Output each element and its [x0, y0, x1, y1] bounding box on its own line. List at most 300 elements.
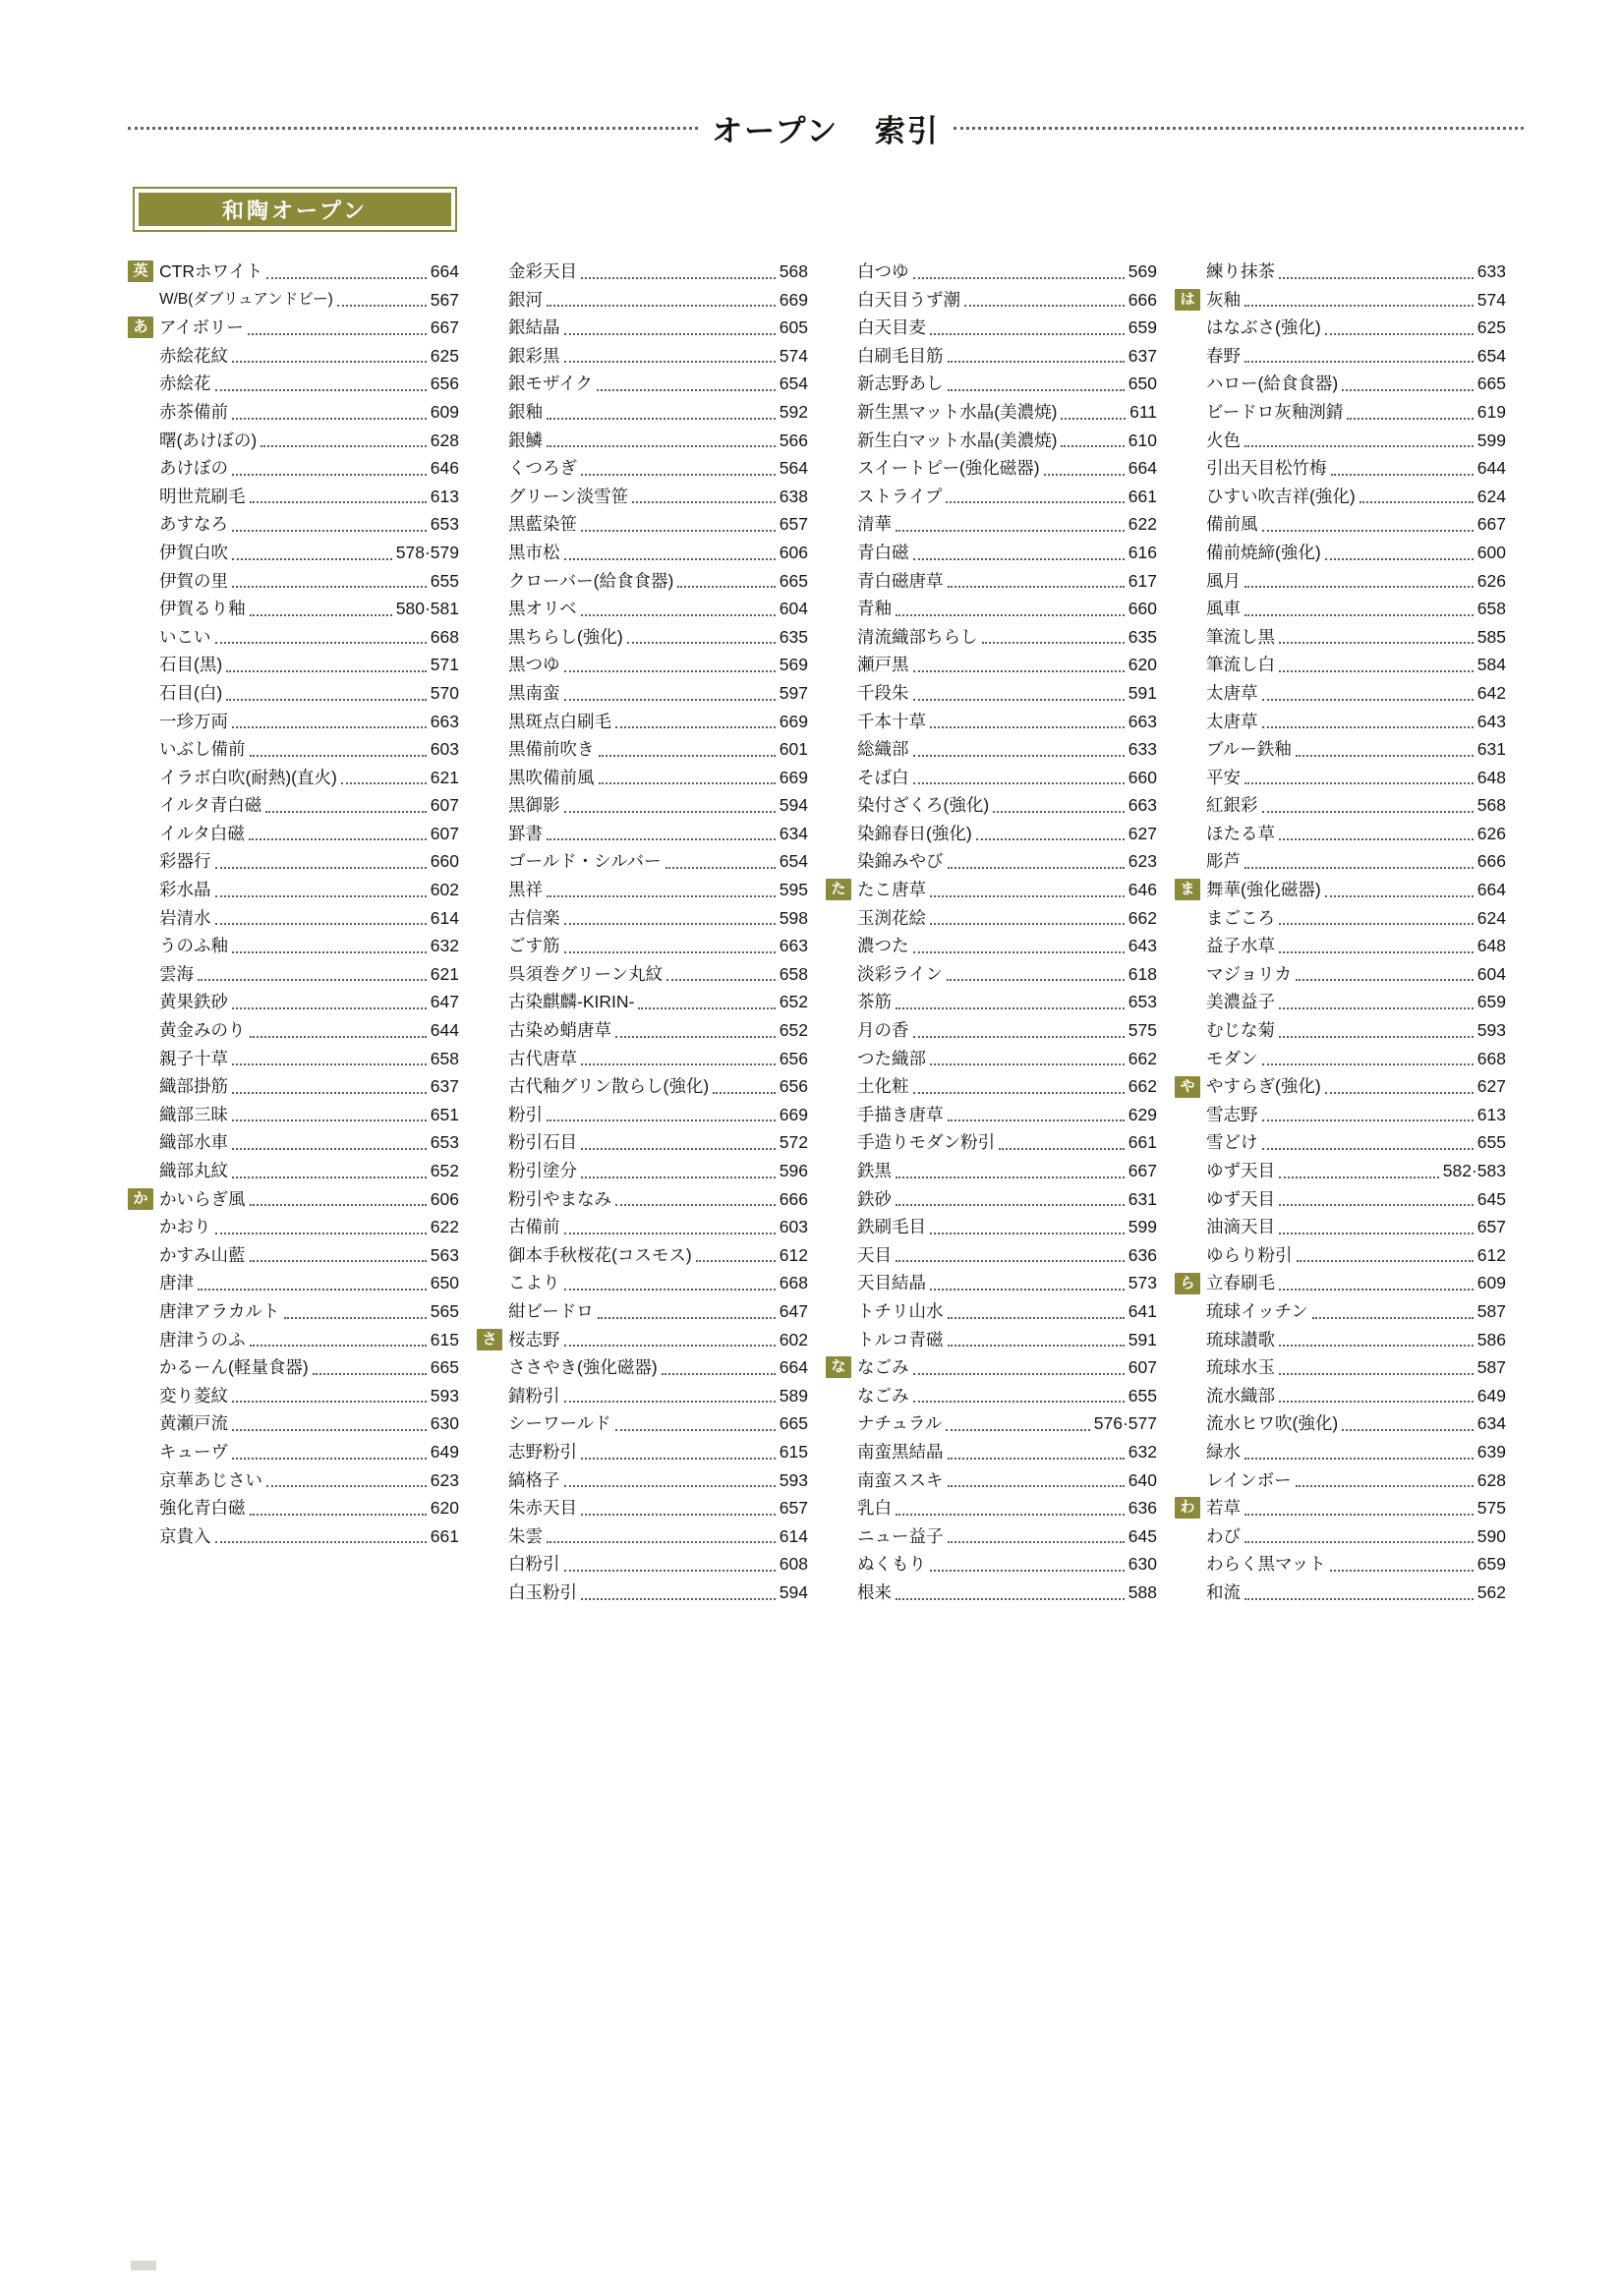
index-entry[interactable]: [477, 1157, 808, 1185]
index-entry[interactable]: [826, 1045, 1157, 1073]
index-entry[interactable]: [128, 1494, 459, 1522]
index-entry[interactable]: [128, 1241, 459, 1270]
index-entry[interactable]: [477, 960, 808, 989]
index-entry[interactable]: [1175, 1128, 1506, 1157]
index-entry[interactable]: [1175, 679, 1506, 708]
index-entry[interactable]: [477, 1466, 808, 1495]
index-entry-name: 筆流し黒: [1206, 626, 1275, 647]
index-entry[interactable]: [477, 398, 808, 427]
index-entry-name: 曙(あけぼの): [159, 430, 258, 450]
index-entry-page: 646: [1128, 880, 1157, 900]
index-entry-name: 変り菱紋: [159, 1385, 228, 1406]
index-entry-name: 唐津: [159, 1273, 194, 1293]
index-entry[interactable]: [826, 791, 1157, 820]
leader-dots: [250, 1345, 427, 1347]
index-entry[interactable]: [477, 595, 808, 623]
index-entry[interactable]: [826, 1438, 1157, 1466]
leader-dots: [564, 1485, 776, 1487]
index-entry[interactable]: [826, 1185, 1157, 1214]
index-entry[interactable]: [826, 567, 1157, 596]
index-entry[interactable]: [128, 847, 459, 876]
leader-dots: [964, 305, 1125, 307]
index-entry[interactable]: [1175, 651, 1506, 679]
kana-group-spacer: [826, 823, 851, 844]
kana-group-spacer: [826, 1413, 851, 1435]
index-entry[interactable]: [1175, 1297, 1506, 1326]
leader-dots: [249, 838, 427, 840]
index-entry-page: 665: [1476, 373, 1506, 394]
kana-group-spacer: [1175, 514, 1200, 536]
kana-group-spacer: [1175, 1048, 1200, 1069]
index-entry-page: 602: [430, 880, 459, 900]
leader-dots: [1342, 389, 1474, 391]
index-entry[interactable]: [128, 876, 459, 904]
index-entry[interactable]: [1175, 398, 1506, 427]
index-entry[interactable]: [477, 1494, 808, 1522]
index-entry[interactable]: [826, 1578, 1157, 1607]
leader-dots: [581, 1063, 776, 1065]
index-entry[interactable]: [1175, 876, 1506, 904]
index-entry-page: 663: [1128, 795, 1157, 816]
index-entry[interactable]: [128, 427, 459, 455]
index-entry[interactable]: [826, 960, 1157, 989]
index-entry-page: 662: [1128, 907, 1157, 928]
index-entry[interactable]: [826, 1269, 1157, 1297]
index-entry[interactable]: [826, 1213, 1157, 1241]
index-entry[interactable]: [128, 1522, 459, 1551]
kana-group-spacer: [1175, 345, 1200, 367]
index-entry[interactable]: [477, 1297, 808, 1326]
index-entry-name: 新志野あし: [857, 373, 944, 394]
index-entry[interactable]: [477, 1578, 808, 1607]
index-entry[interactable]: [128, 1157, 459, 1185]
leader-dots: [547, 418, 776, 420]
index-entry[interactable]: [128, 595, 459, 623]
index-entry-page: 571: [430, 655, 459, 675]
index-entry[interactable]: [1175, 764, 1506, 792]
index-entry[interactable]: [826, 1241, 1157, 1270]
index-entry[interactable]: [1175, 1382, 1506, 1410]
leader-dots: [1279, 951, 1474, 953]
leader-dots: [1279, 277, 1474, 279]
index-entry[interactable]: [1175, 539, 1506, 567]
index-entry[interactable]: [1175, 1269, 1506, 1297]
index-entry[interactable]: [477, 1438, 808, 1466]
kana-group-spacer: [128, 486, 153, 507]
kana-group-spacer: [1175, 626, 1200, 648]
index-entry-page: 625: [1476, 317, 1506, 338]
index-entry[interactable]: [477, 847, 808, 876]
index-entry[interactable]: [128, 1128, 459, 1157]
leader-dots: [260, 445, 427, 447]
index-entry[interactable]: [826, 1157, 1157, 1185]
index-entry[interactable]: [128, 988, 459, 1016]
index-entry[interactable]: [1175, 1438, 1506, 1466]
kana-group-spacer: [826, 1497, 851, 1519]
index-entry[interactable]: [477, 1016, 808, 1045]
index-entry[interactable]: [1175, 454, 1506, 483]
kana-group-spacer: [128, 1244, 153, 1266]
index-entry[interactable]: [826, 1409, 1157, 1438]
page-title-sub: 索引: [874, 113, 940, 148]
index-entry[interactable]: [826, 1128, 1157, 1157]
leader-dots: [581, 530, 776, 532]
index-entry-page: 594: [779, 795, 808, 816]
index-entry[interactable]: [477, 286, 808, 315]
index-entry[interactable]: [477, 342, 808, 371]
leader-dots: [232, 1119, 427, 1121]
kana-group-spacer: [128, 570, 153, 592]
index-entry[interactable]: [1175, 847, 1506, 876]
index-entry[interactable]: [477, 1213, 808, 1241]
index-entry[interactable]: [826, 370, 1157, 398]
index-entry[interactable]: [1175, 820, 1506, 848]
index-entry[interactable]: [1175, 1466, 1506, 1495]
index-entry-name: 彫芦: [1206, 851, 1241, 872]
index-entry-page: 667: [1476, 514, 1506, 535]
index-entry[interactable]: [477, 651, 808, 679]
index-entry[interactable]: [826, 1297, 1157, 1326]
index-entry[interactable]: [477, 539, 808, 567]
index-entry[interactable]: [826, 483, 1157, 511]
index-entry[interactable]: [826, 427, 1157, 455]
index-entry[interactable]: [128, 1213, 459, 1241]
index-entry-page: 654: [779, 373, 808, 394]
index-entry[interactable]: [1175, 1072, 1506, 1101]
index-entry[interactable]: [1175, 1213, 1506, 1241]
index-entry[interactable]: [477, 1101, 808, 1129]
index-entry[interactable]: [826, 623, 1157, 652]
index-entry[interactable]: [128, 539, 459, 567]
index-entry[interactable]: [1175, 342, 1506, 371]
index-entry[interactable]: [826, 904, 1157, 933]
index-entry[interactable]: [1175, 623, 1506, 652]
leader-dots: [313, 1373, 427, 1375]
kana-group-spacer: [477, 1076, 502, 1098]
index-entry[interactable]: [477, 735, 808, 764]
index-entry[interactable]: [128, 820, 459, 848]
index-entry[interactable]: [1175, 1326, 1506, 1354]
index-entry[interactable]: [477, 1353, 808, 1382]
index-entry[interactable]: [1175, 483, 1506, 511]
index-entry[interactable]: [128, 735, 459, 764]
index-entry[interactable]: [826, 1494, 1157, 1522]
index-entry[interactable]: [128, 258, 459, 286]
index-entry[interactable]: [128, 932, 459, 960]
index-entry-name: 引出天目松竹梅: [1206, 458, 1327, 479]
index-entry[interactable]: [1175, 1409, 1506, 1438]
index-entry[interactable]: [477, 988, 808, 1016]
index-entry[interactable]: [477, 314, 808, 342]
leader-dots: [341, 782, 427, 784]
index-entry[interactable]: [1175, 1353, 1506, 1382]
leader-dots: [564, 811, 776, 813]
index-entry[interactable]: [477, 483, 808, 511]
kana-group-spacer: [826, 1554, 851, 1576]
kana-group-spacer: [826, 514, 851, 536]
index-entry[interactable]: [826, 988, 1157, 1016]
kana-group-spacer: [128, 936, 153, 957]
kana-group-spacer: [477, 542, 502, 563]
index-entry[interactable]: [826, 651, 1157, 679]
kana-group-spacer: [1175, 598, 1200, 619]
index-entry[interactable]: [1175, 1045, 1506, 1073]
index-entry[interactable]: [477, 764, 808, 792]
leader-dots: [226, 670, 427, 672]
index-entry-page: 618: [1128, 963, 1157, 984]
index-entry-name: 紅銀彩: [1206, 795, 1258, 816]
index-entry[interactable]: [826, 708, 1157, 736]
index-entry[interactable]: [477, 1128, 808, 1157]
leader-dots: [581, 1177, 776, 1178]
index-entry[interactable]: [826, 286, 1157, 315]
index-entry[interactable]: [477, 1185, 808, 1214]
index-entry[interactable]: [1175, 735, 1506, 764]
index-entry-page: 638: [779, 486, 808, 506]
index-entry[interactable]: [477, 904, 808, 933]
index-entry[interactable]: [477, 427, 808, 455]
index-entry[interactable]: [128, 1185, 459, 1214]
index-entry-page: 607: [1128, 1357, 1157, 1378]
index-entry[interactable]: [128, 1438, 459, 1466]
index-entry[interactable]: [477, 1045, 808, 1073]
index-entry-page: 620: [430, 1498, 459, 1519]
index-entry[interactable]: [1175, 1101, 1506, 1129]
kana-group-spacer: [1175, 457, 1200, 479]
index-entry[interactable]: [128, 398, 459, 427]
index-entry[interactable]: [1175, 595, 1506, 623]
index-entry[interactable]: [477, 1072, 808, 1101]
index-entry[interactable]: [477, 1550, 808, 1578]
leader-dots: [564, 923, 776, 925]
index-entry[interactable]: [128, 1101, 459, 1129]
kana-group-spacer: [128, 289, 153, 311]
index-entry-page: 634: [1476, 1413, 1506, 1434]
index-entry[interactable]: [477, 1241, 808, 1270]
index-entry[interactable]: [128, 370, 459, 398]
kana-group-spacer: [477, 1581, 502, 1603]
kana-group-spacer: [826, 1076, 851, 1098]
kana-group-spacer: [128, 626, 153, 648]
index-entry[interactable]: [477, 258, 808, 286]
index-entry[interactable]: [1175, 567, 1506, 596]
index-entry-page: 649: [430, 1441, 459, 1462]
index-entry[interactable]: [1175, 286, 1506, 315]
kana-group-spacer: [477, 1019, 502, 1041]
index-entry-name: 太唐草: [1206, 711, 1258, 731]
leader-dots: [1325, 333, 1474, 335]
index-entry[interactable]: [477, 679, 808, 708]
index-entry-name: 黒御影: [508, 795, 560, 816]
leader-dots: [896, 614, 1125, 616]
index-entry[interactable]: [477, 1269, 808, 1297]
kana-group-spacer: [826, 345, 851, 367]
index-entry[interactable]: [1175, 791, 1506, 820]
kana-group-spacer: [1175, 823, 1200, 844]
index-entry[interactable]: [1175, 1550, 1506, 1578]
index-entry[interactable]: [826, 1101, 1157, 1129]
index-entry[interactable]: [128, 1045, 459, 1073]
index-entry[interactable]: [477, 876, 808, 904]
index-entry[interactable]: [826, 454, 1157, 483]
index-entry[interactable]: [128, 1072, 459, 1101]
kana-group-spacer: [477, 1385, 502, 1406]
index-entry[interactable]: [128, 1466, 459, 1495]
index-entry[interactable]: [1175, 258, 1506, 286]
leader-dots: [266, 1485, 427, 1487]
index-entry-name: 縞格子: [508, 1469, 560, 1490]
index-entry[interactable]: [128, 286, 459, 315]
index-entry[interactable]: [826, 679, 1157, 708]
leader-dots: [581, 1598, 776, 1600]
index-entry[interactable]: [1175, 1578, 1506, 1607]
index-entry[interactable]: [826, 1382, 1157, 1410]
index-entry[interactable]: [1175, 1241, 1506, 1270]
index-entry[interactable]: [128, 1326, 459, 1354]
index-entry[interactable]: [1175, 314, 1506, 342]
index-entry[interactable]: [128, 483, 459, 511]
index-entry-page: 659: [1128, 317, 1157, 338]
index-entry[interactable]: [1175, 370, 1506, 398]
index-entry[interactable]: [477, 708, 808, 736]
index-entry[interactable]: [826, 1353, 1157, 1382]
index-entry[interactable]: [1175, 932, 1506, 960]
kana-group-spacer: [128, 1385, 153, 1406]
index-entry[interactable]: [826, 847, 1157, 876]
leader-dots: [615, 1429, 776, 1431]
index-entry[interactable]: [826, 932, 1157, 960]
kana-group-spacer: [477, 1216, 502, 1237]
index-entry[interactable]: [477, 623, 808, 652]
kana-group-spacer: [128, 401, 153, 423]
index-entry[interactable]: [128, 567, 459, 596]
index-entry[interactable]: [826, 595, 1157, 623]
index-entry-name: 若草: [1206, 1498, 1241, 1519]
index-entry-name: 金彩天目: [508, 261, 577, 281]
index-entry[interactable]: [1175, 510, 1506, 539]
index-entry[interactable]: [1175, 1185, 1506, 1214]
index-entry[interactable]: [477, 1409, 808, 1438]
kana-group-spacer: [477, 486, 502, 507]
index-entry[interactable]: [826, 1072, 1157, 1101]
index-entry[interactable]: [477, 791, 808, 820]
leader-dots: [930, 726, 1125, 728]
index-entry[interactable]: [1175, 1494, 1506, 1522]
leader-dots: [665, 867, 776, 869]
leader-dots: [1279, 1233, 1474, 1234]
leader-dots: [547, 895, 776, 897]
index-entry-page: 652: [779, 992, 808, 1012]
index-entry[interactable]: [826, 398, 1157, 427]
index-entry-name: 罫書: [508, 823, 543, 843]
index-entry[interactable]: [477, 510, 808, 539]
index-entry[interactable]: [826, 1466, 1157, 1495]
leader-dots: [913, 951, 1125, 953]
index-entry-name: ナチュラル: [857, 1413, 943, 1434]
index-entry[interactable]: [128, 1382, 459, 1410]
index-entry[interactable]: [128, 1297, 459, 1326]
index-entry[interactable]: [1175, 427, 1506, 455]
index-entry[interactable]: [128, 708, 459, 736]
index-entry[interactable]: [826, 735, 1157, 764]
index-entry-page: 653: [430, 514, 459, 535]
index-entry[interactable]: [1175, 1016, 1506, 1045]
kana-group-spacer: [128, 1300, 153, 1322]
index-entry[interactable]: [128, 1016, 459, 1045]
index-entry[interactable]: [477, 370, 808, 398]
index-entry[interactable]: [826, 1550, 1157, 1578]
index-entry[interactable]: [477, 820, 808, 848]
kana-group-spacer: [1175, 1300, 1200, 1322]
index-entry[interactable]: [826, 764, 1157, 792]
index-entry[interactable]: [826, 876, 1157, 904]
index-entry[interactable]: [477, 1522, 808, 1551]
index-entry[interactable]: [1175, 1157, 1506, 1185]
index-entry[interactable]: [826, 342, 1157, 371]
index-entry[interactable]: [826, 1326, 1157, 1354]
index-entry-name: キューヴ: [159, 1441, 228, 1462]
index-entry[interactable]: [128, 1353, 459, 1382]
index-entry-name: 緑水: [1206, 1441, 1241, 1462]
index-entry[interactable]: [1175, 960, 1506, 989]
index-entry[interactable]: [128, 1409, 459, 1438]
index-entry[interactable]: [477, 1382, 808, 1410]
index-entry[interactable]: [128, 1269, 459, 1297]
index-entry[interactable]: [477, 932, 808, 960]
leader-dots: [1244, 867, 1474, 869]
index-entry[interactable]: [826, 510, 1157, 539]
index-entry[interactable]: [128, 510, 459, 539]
index-entry[interactable]: [826, 820, 1157, 848]
index-entry[interactable]: [477, 1326, 808, 1354]
index-entry[interactable]: [477, 567, 808, 596]
index-entry[interactable]: [826, 1522, 1157, 1551]
index-entry[interactable]: [128, 623, 459, 652]
index-entry[interactable]: [826, 1016, 1157, 1045]
index-entry-page: 592: [779, 401, 808, 422]
index-entry-name: ニュー益子: [857, 1525, 944, 1546]
leader-dots: [547, 1119, 776, 1121]
index-entry-page: 661: [430, 1525, 459, 1546]
index-entry[interactable]: [826, 258, 1157, 286]
index-entry[interactable]: [477, 454, 808, 483]
index-entry[interactable]: [128, 679, 459, 708]
index-entry[interactable]: [128, 764, 459, 792]
index-entry[interactable]: [128, 960, 459, 989]
kana-group-spacer: [1175, 401, 1200, 423]
leader-dots: [581, 614, 776, 616]
index-entry-name: 青白磁唐草: [857, 570, 944, 591]
index-entry[interactable]: [128, 314, 459, 342]
index-entry[interactable]: [128, 651, 459, 679]
index-entry[interactable]: [128, 454, 459, 483]
index-entry-page: 589: [779, 1385, 808, 1406]
index-entry[interactable]: [1175, 904, 1506, 933]
index-entry[interactable]: [128, 791, 459, 820]
index-entry-page: 624: [1476, 907, 1506, 928]
kana-group-spacer: [477, 626, 502, 648]
leader-dots: [581, 1148, 776, 1150]
index-entry[interactable]: [128, 904, 459, 933]
index-entry[interactable]: [1175, 708, 1506, 736]
index-entry[interactable]: [1175, 1522, 1506, 1551]
index-entry[interactable]: [128, 342, 459, 371]
index-entry[interactable]: [826, 539, 1157, 567]
index-entry[interactable]: [1175, 988, 1506, 1016]
index-entry[interactable]: [826, 314, 1157, 342]
leader-dots: [564, 1233, 776, 1234]
index-entry-page: 652: [779, 1020, 808, 1041]
